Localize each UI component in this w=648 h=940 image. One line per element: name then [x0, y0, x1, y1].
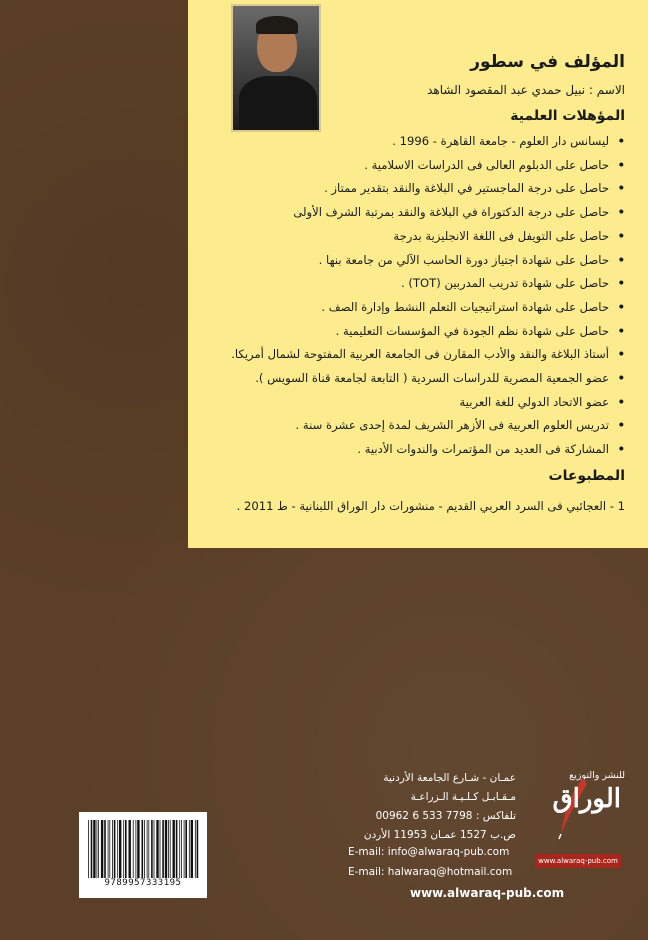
barcode-bar — [185, 820, 187, 878]
publisher-po-box: ص.ب 1527 عمـان 11953 الأردن — [363, 829, 516, 841]
barcode-bar — [148, 820, 149, 878]
barcode-bar — [142, 820, 144, 878]
isbn-barcode — [79, 812, 207, 898]
qualification-item: •ليسانس دار العلوم - جامعة القاهرة - 1996 . — [205, 130, 625, 154]
author-photo — [231, 4, 321, 132]
author-photo-body — [239, 76, 317, 132]
barcode-bar — [133, 820, 134, 878]
barcode-bar — [181, 820, 182, 878]
barcode-bar — [144, 820, 145, 878]
section-title: المؤلف في سطور — [470, 52, 625, 72]
barcode-bar — [109, 820, 110, 878]
isbn-number: 9789957333195 — [104, 878, 182, 888]
bullet-icon: • — [617, 252, 625, 267]
barcode-bar — [165, 820, 167, 878]
qualification-item: •حاصل على التويفل فى اللغة الانجليزية بدرجة — [205, 225, 625, 249]
barcode-bars — [87, 820, 199, 878]
barcode-bar — [117, 820, 118, 878]
bullet-icon: • — [617, 205, 625, 220]
publications-heading: المطبوعات — [548, 468, 625, 484]
publisher-logo-url: www.alwaraq-pub.com — [538, 857, 618, 865]
publisher-logo-name: الوراق — [552, 784, 621, 814]
qualification-item: •عضو الاتحاد الدولي للغة العربية — [205, 391, 625, 415]
publisher-tagline: للنشر والتوزيع — [569, 770, 625, 781]
barcode-bar — [151, 820, 153, 878]
barcode-bar — [160, 820, 161, 878]
barcode-bar — [136, 820, 137, 878]
bullet-icon: • — [617, 371, 625, 386]
barcode-bar — [88, 820, 89, 878]
barcode-bar — [129, 820, 131, 878]
barcode-bar — [197, 820, 199, 878]
publisher-address-line: عمـان - شـارع الجامعة الأردنية — [383, 772, 516, 784]
barcode-bar — [97, 820, 98, 878]
publisher-email-hotmail: E-mail: halwaraq@hotmail.com — [348, 866, 513, 878]
barcode-bar — [114, 820, 116, 878]
barcode-bar — [125, 820, 127, 878]
bullet-icon: • — [617, 394, 625, 409]
bullet-icon: • — [617, 181, 625, 196]
barcode-bar — [184, 820, 185, 878]
bullet-icon: • — [617, 418, 625, 433]
publisher-website: www.alwaraq-pub.com — [410, 886, 565, 900]
barcode-bar — [98, 820, 99, 878]
bullet-icon: • — [617, 299, 625, 314]
qualification-item: •أستاذ البلاغة والنقد والأدب المقارن فى الجامعة العربية المفتوحة لشمال أمريكا. — [205, 343, 625, 367]
barcode-bar — [168, 820, 169, 878]
barcode-bar — [162, 820, 164, 878]
author-name: الاسم : نبيل حمدي عبد المقصود الشاهد — [427, 83, 625, 97]
barcode-bar — [112, 820, 113, 878]
qualifications-heading: المؤهلات العلمية — [510, 108, 625, 124]
barcode-bar — [195, 820, 196, 878]
qualifications-list — [205, 130, 625, 462]
publisher-email-info: E-mail: info@alwaraq-pub.com — [348, 846, 510, 858]
bullet-icon: • — [617, 442, 625, 457]
barcode-bar — [104, 820, 106, 878]
barcode-bar — [156, 820, 158, 878]
publisher-logo — [527, 770, 625, 870]
qualification-item: •حاصل على درجة الدكتوراة في البلاغة والنقد بمرتبة الشرف الأولى — [205, 201, 625, 225]
qualification-item: •تدريس العلوم العربية فى الأزهر الشريف لمدة إحدى عشرة سنة . — [205, 414, 625, 438]
qualification-item: •حاصل على شهادة نظم الجودة في المؤسسات التعليمية . — [205, 320, 625, 344]
barcode-bar — [176, 820, 178, 878]
barcode-bar — [108, 820, 109, 878]
barcode-bar — [101, 820, 103, 878]
bullet-icon: • — [617, 134, 625, 148]
barcode-bar — [123, 820, 124, 878]
author-photo-hair — [256, 16, 298, 34]
barcode-bar — [91, 820, 93, 878]
bullet-icon: • — [617, 347, 625, 362]
publisher-logo-url-bar — [535, 854, 621, 868]
barcode-bar — [191, 820, 193, 878]
qualification-item: •عضو الجمعية المصرية للدراسات السردية ( التابعة لجامعة قناة السويس ). — [205, 367, 625, 391]
qualification-item: •حاصل على شهادة استراتيجيات التعلم النشط وإدارة الصف . — [205, 296, 625, 320]
barcode-bar — [119, 820, 121, 878]
publisher-address-line: مـقـابـل كـلـيـة الـزراعـة — [410, 791, 516, 803]
qualification-item: •المشاركة فى العديد من المؤتمرات والندوات الأدبية . — [205, 438, 625, 462]
barcode-bar — [154, 820, 155, 878]
bullet-icon: • — [617, 276, 625, 291]
publication-item: 1 - العجائبي فى السرد العربي القديم - منشورات دار الوراق اللبنانية - ط 2011 . — [236, 499, 625, 513]
bullet-icon: • — [617, 323, 625, 338]
qualification-item: •حاصل على درجة الماجستير في البلاغة والنقد بتقدير ممتاز . — [205, 177, 625, 201]
bullet-icon: • — [617, 228, 625, 243]
bullet-icon: • — [617, 157, 625, 172]
barcode-bar — [179, 820, 180, 878]
barcode-bar — [170, 820, 171, 878]
qualification-item: •حاصل على شهادة اجتياز دورة الحاسب الآلي من جامعة بنها . — [205, 249, 625, 273]
barcode-bar — [147, 820, 148, 878]
qualification-item: •حاصل على الدبلوم العالى فى الدراسات الاسلامية . — [205, 154, 625, 178]
barcode-bar — [173, 820, 175, 878]
barcode-bar — [93, 820, 95, 878]
barcode-bar — [189, 820, 190, 878]
qualification-item: •حاصل على شهادة تدريب المدربين (TOT) . — [205, 272, 625, 296]
barcode-bar — [137, 820, 139, 878]
publisher-phone: تلفاكس : 7798 533 6 00962 — [375, 810, 516, 822]
